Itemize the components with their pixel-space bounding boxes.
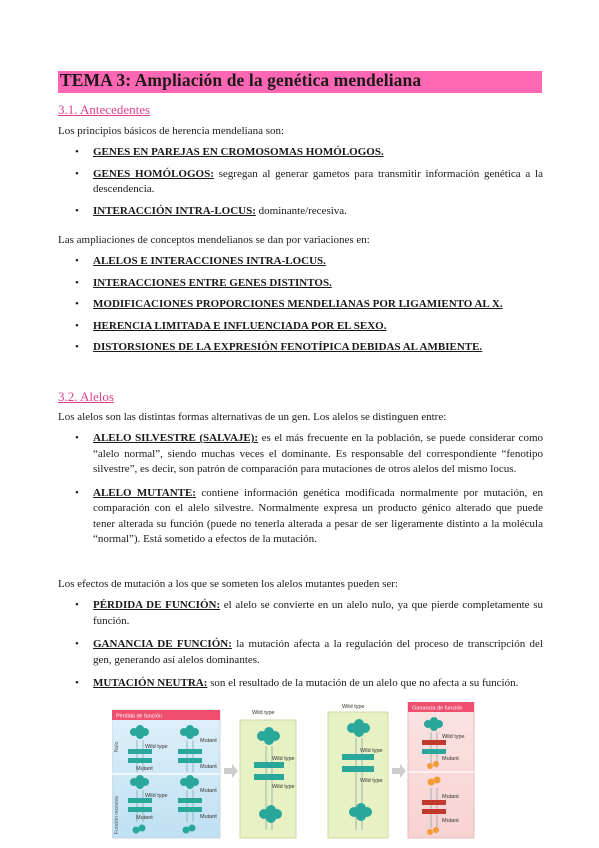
list-item: • GANANCIA DE FUNCIÓN: la mutación afecta a la regulación del proceso de transcripción del gen, generando así alelos dominantes. <box>75 638 543 666</box>
list-item: • ALELOS E INTERACCIONES INTRA-LOCUS. <box>58 254 543 270</box>
mutant-label: Mutant <box>442 818 459 824</box>
mutant-label: Mutant <box>442 756 459 762</box>
list-item: • INTERACCIONES ENTRE GENES DISTINTOS. <box>58 276 543 292</box>
mutant-label: Mutant <box>200 814 217 820</box>
list-item: • GENES HOMÓLOGOS: segregan al generar gametos para transmitir información genética a la descendencia. <box>75 167 543 195</box>
mutant-label: Mutant <box>442 794 459 800</box>
bullet-icon: • <box>75 677 79 689</box>
wild-type-label: Wild type <box>272 756 295 762</box>
wild-type-label: Wild type <box>360 748 383 754</box>
list-item: • PÉRDIDA DE FUNCIÓN: el alelo se convierte en un alelo nulo, ya que pierde completamente su función. <box>75 599 543 627</box>
mutant-label: Mutant <box>200 788 217 794</box>
bullet-icon: • <box>75 276 79 289</box>
section-heading-antecedentes: 3.1. Antecedentes <box>58 102 151 117</box>
loss-of-function-panel <box>112 710 220 838</box>
mutant-label: Mutant <box>136 815 153 821</box>
side-label-recessive: Función recesiva <box>114 796 120 834</box>
bullet-icon: • <box>75 432 79 444</box>
list-item: • INTERACCIÓN INTRA-LOCUS: dominante/recesiva. <box>58 204 543 220</box>
wildtype-panel-left <box>240 710 296 838</box>
wild-type-label: Wild type <box>145 744 168 750</box>
list-item: • ALELO SILVESTRE (SALVAJE): es el más frecuente en la población, se puede considerar como “alelo normal”, siendo muchas veces el dominante. Es responsable del correspondiente “fenotipo silvestre”, es decir, son patrón de comparación para mutaciones de otros alelos del mismo locus. <box>75 432 543 475</box>
list-item: • ALELO MUTANTE: contiene información genética modificada normalmente por mutación, en comparación con el alelo silvestre. Normalmente expresa un producto génico alterado que puede tener alterada su función (puede no tenerla alterada a pesar de ser ligeramente distinto a la molécula “normal”). Está sometido a efectos de la mutación. <box>75 486 543 545</box>
wild-type-label: Wild type <box>360 778 383 784</box>
bullet-icon: • <box>75 255 79 267</box>
side-label-null: Nulo <box>114 741 120 752</box>
bullet-icon: • <box>75 298 79 310</box>
paragraph-intro-alelos: Los alelos son las distintas formas alternativas de un gen. Los alelos se distinguen entre: <box>58 411 447 423</box>
gain-header-label: Ganancia de función <box>412 705 463 712</box>
list-item: • MUTACIÓN NEUTRA: son el resultado de la mutación de un alelo que no afecta a su función. <box>58 676 543 692</box>
wild-type-label: Wild type <box>145 793 168 799</box>
wild-type-label: Wild type <box>252 710 275 716</box>
bullet-icon: • <box>75 486 79 499</box>
paragraph-efectos: Los efectos de mutación a los que se someten los alelos mutantes pueden ser: <box>58 578 398 590</box>
bullet-icon: • <box>75 204 79 217</box>
bullet-icon: • <box>75 638 79 650</box>
list-item: • HERENCIA LIMITADA E INFLUENCIADA POR EL SEXO. <box>58 319 543 335</box>
wild-type-label: Wild type <box>442 734 465 740</box>
mutant-label: Mutant <box>200 738 217 744</box>
list-ampliaciones <box>58 254 543 356</box>
wild-type-label: Wild type <box>342 704 365 710</box>
loss-header-label: Pérdida de función <box>116 713 162 720</box>
list-item: • GENES EN PAREJAS EN CROMOSOMAS HOMÓLOGOS. <box>58 145 543 161</box>
list-item: • MODIFICACIONES PROPORCIONES MENDELIANAS POR LIGAMIENTO AL X. <box>58 297 543 313</box>
paragraph-ampliaciones: Las ampliaciones de conceptos mendelianos se dan por variaciones en: <box>58 234 370 246</box>
arrow-right-icon <box>224 764 238 778</box>
bullet-icon: • <box>75 599 79 611</box>
page-title: TEMA 3: Ampliación de la genética mendeliana <box>60 70 422 90</box>
list-tipos-alelos <box>58 431 543 548</box>
paragraph-intro-principios: Los principios básicos de herencia mendeliana son: <box>58 125 285 137</box>
bullet-icon: • <box>75 341 79 353</box>
arrow-right-icon <box>392 764 406 778</box>
list-item: • DISTORSIONES DE LA EXPRESIÓN FENOTÍPICA DEBIDAS AL AMBIENTE. <box>58 340 543 356</box>
mutant-label: Mutant <box>200 764 217 770</box>
wildtype-panel-right <box>328 704 388 838</box>
bullet-icon: • <box>75 167 79 180</box>
list-principios <box>58 145 543 219</box>
wild-type-label: Wild type <box>272 784 295 790</box>
bullet-icon: • <box>75 146 79 158</box>
mutation-figure <box>112 702 482 840</box>
list-efectos <box>58 598 543 692</box>
bullet-icon: • <box>75 319 79 332</box>
gain-of-function-panel <box>408 702 474 838</box>
section-heading-alelos: 3.2. Alelos <box>58 389 114 404</box>
mutant-label: Mutant <box>136 766 153 772</box>
